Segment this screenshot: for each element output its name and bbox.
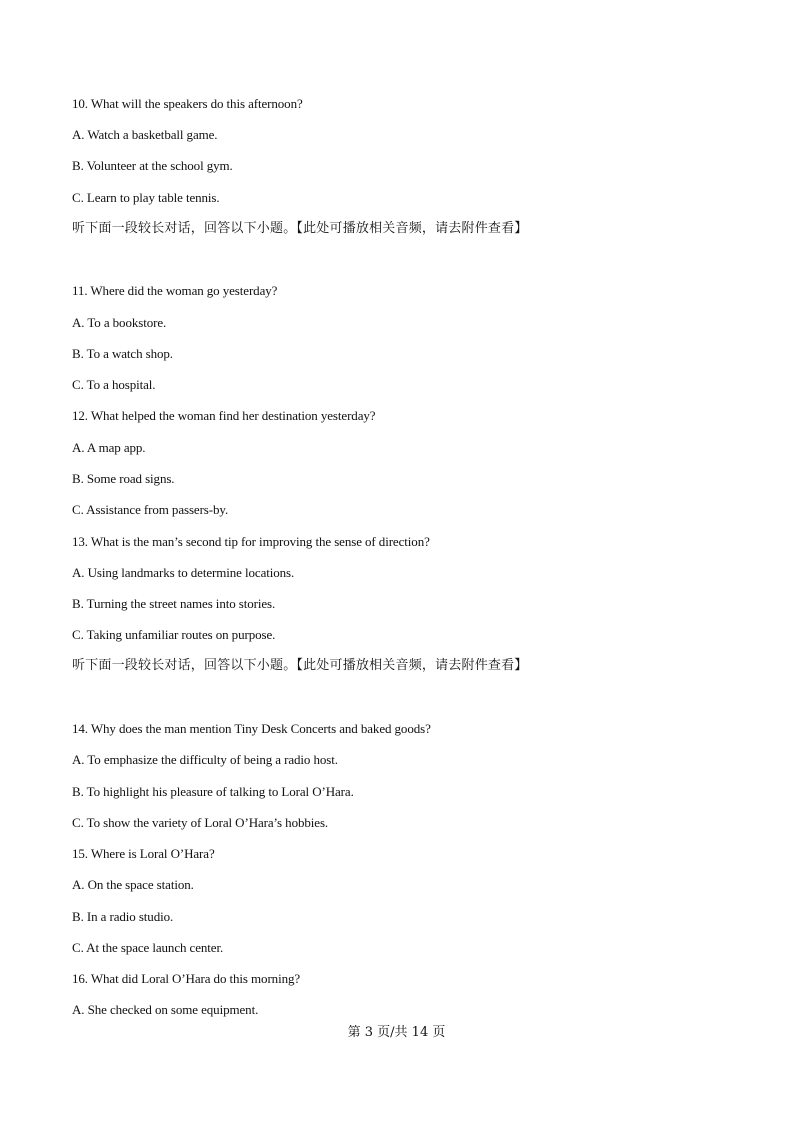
option-14-a: A. To emphasize the difficulty of being a radio host. [72,752,338,767]
option-13-b: B. Turning the street names into stories. [72,596,276,611]
option-14-c: C. To show the variety of Loral O’Hara’s hobbies. [72,815,329,830]
question-13: 13. What is the man’s second tip for improving the sense of direction? [72,534,430,549]
option-13-c: C. Taking unfamiliar routes on purpose. [72,627,276,642]
option-11-c: C. To a hospital. [72,377,156,392]
option-10-a: A. Watch a basketball game. [72,127,218,142]
option-11-b: B. To a watch shop. [72,346,173,361]
question-14: 14. Why does the man mention Tiny Desk Concerts and baked goods? [72,721,431,736]
option-10-b: B. Volunteer at the school gym. [72,158,233,173]
option-13-a: A. Using landmarks to determine locations. [72,565,295,580]
question-16: 16. What did Loral O’Hara do this morning? [72,971,301,986]
option-15-b: B. In a radio studio. [72,909,174,924]
question-12: 12. What helped the woman find her destination yesterday? [72,408,376,423]
listening-instruction: 听下面一段较长对话，回答以下小题。【此处可播放相关音频，请去附件查看】 [72,221,528,236]
page-number-footer: 第 3 页/共 14 页 [347,1025,446,1040]
option-16-a: A. She checked on some equipment. [72,1002,259,1017]
option-12-b: B. Some road signs. [72,471,175,486]
option-12-c: C. Assistance from passers-by. [72,502,229,517]
option-15-c: C. At the space launch center. [72,940,224,955]
option-15-a: A. On the space station. [72,877,194,892]
option-10-c: C. Learn to play table tennis. [72,190,220,205]
question-10: 10. What will the speakers do this afternoon? [72,96,303,111]
question-15: 15. Where is Loral O’Hara? [72,846,215,861]
listening-instruction: 听下面一段较长对话，回答以下小题。【此处可播放相关音频，请去附件查看】 [72,658,528,673]
option-11-a: A. To a bookstore. [72,315,167,330]
question-11: 11. Where did the woman go yesterday? [72,283,278,298]
option-12-a: A. A map app. [72,440,146,455]
option-14-b: B. To highlight his pleasure of talking to Loral O’Hara. [72,784,354,799]
